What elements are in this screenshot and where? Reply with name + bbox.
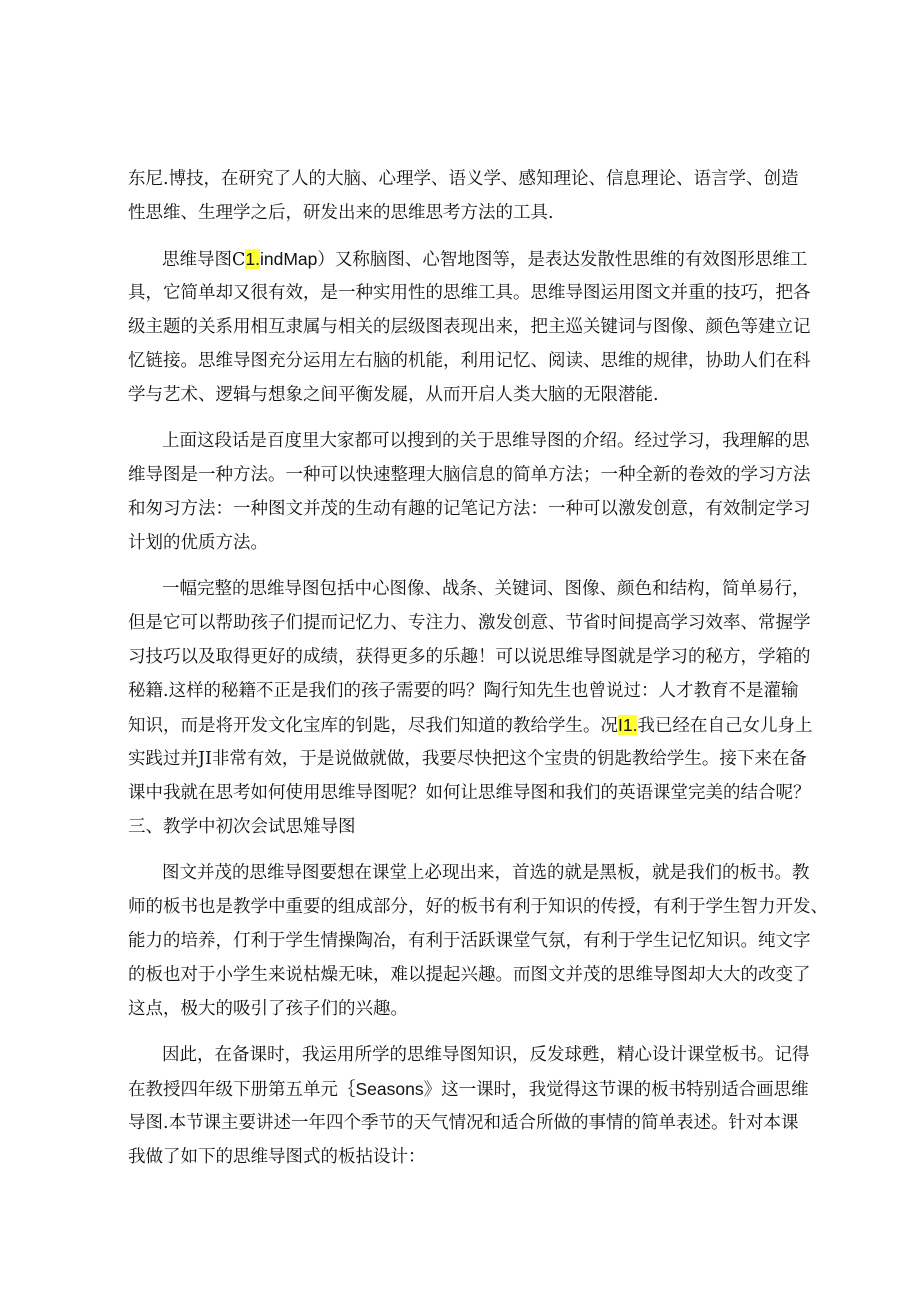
text-span: 思维导图C bbox=[162, 250, 246, 270]
text-line: 级主题的关系用相互隶属与相关的层级图表现出来，把主巡关键词与图像、颜色等建立记 bbox=[128, 317, 811, 337]
text-line: 师的板书也是教学中重要的组成部分，好的板书有利于知识的传授，有利于学生智力开发、 bbox=[128, 897, 828, 917]
text-span: 在教授四年级下册第五单元｛ bbox=[128, 1080, 356, 1100]
text-line: 课中我就在思考如何使用思维导图呢？如何让思维导图和我们的英语课堂完美的结合呢？ bbox=[128, 783, 811, 803]
text-line: 习技巧以及取得更好的成绩，获得更多的乐趣！可以说思维导图就是学习的秘方，学箱的 bbox=[128, 647, 811, 667]
highlighted-text: I1. bbox=[618, 715, 638, 735]
text-span: indMap）又称脑图、心智地图等，是表达发散性思维的有效图形思维工 bbox=[260, 249, 808, 269]
text-line: 秘籍.这样的秘籍不正是我们的孩子需要的吗？陶行知先生也曾说过：人才教育不是灌输 bbox=[128, 681, 799, 701]
text-line: 导图.本节课主要讲述一年四个季节的天气情况和适合所做的事情的简单表述。针对本课 bbox=[128, 1113, 799, 1133]
text-line: 实践过并JI非常有效，于是说做就做，我要尽快把这个宝贵的钥匙教给学生。接下来在备 bbox=[128, 749, 807, 769]
text-line bbox=[128, 714, 813, 736]
text-line: 我做了如下的思维导图式的板拈设计： bbox=[128, 1147, 426, 1167]
text-span: Seasons bbox=[355, 1079, 424, 1099]
text-line: 维导图是一种方法。一种可以快速整理大脑信息的简单方法；一种全新的卷效的学习方法 bbox=[128, 465, 811, 485]
text-line bbox=[128, 1078, 809, 1100]
text-span: 》这一课时，我觉得这节课的板书特别适合画思维 bbox=[423, 1080, 809, 1100]
text-line bbox=[162, 248, 808, 270]
text-line: 上面这段话是百度里大家都可以搜到的关于思维导图的介绍。经过学习，我理解的思 bbox=[162, 431, 810, 451]
text-line: 忆链接。思维导图充分运用左右脑的机能，利用记忆、阅读、思维的规律，协助人们在科 bbox=[128, 351, 811, 371]
text-line: 和匆习方法：一种图文并茂的生动有趣的记笔记方法：一种可以激发创意，有效制定学习 bbox=[128, 499, 811, 519]
text-line: 但是它可以帮助孩子们提而记忆力、专注力、激发创意、节省时间提高学习效率、常握学 bbox=[128, 613, 811, 633]
text-line: 能力的培养，仃利于学生情操陶冶，有利于活跃课堂气氛，有利于学生记忆知识。纯文字 bbox=[128, 931, 811, 951]
text-line: 一幅完整的思维导图包括中心图像、战条、关键词、图像、颜色和结构，简单易行， bbox=[162, 579, 810, 599]
text-line: 性思维、生理学之后，研发出来的思维思考方法的工具. bbox=[128, 203, 554, 223]
text-line: 这点，极大的吸引了孩子们的兴趣。 bbox=[128, 999, 408, 1019]
text-line: 东尼.博技，在研究了人的大脑、心理学、语义学、感知理论、信息理论、语言学、创造 bbox=[128, 169, 799, 189]
text-line: 的板也对于小学生来说枯燥无味，难以提起兴趣。而图文并茂的思维导图却大大的改变了 bbox=[128, 965, 811, 985]
text-span: 我已经在自己女儿身上 bbox=[637, 716, 813, 736]
section-heading: 三、教学中初次会试思雉导图 bbox=[128, 817, 356, 837]
text-line: 计划的优质方法。 bbox=[128, 533, 268, 553]
highlighted-text: 1. bbox=[245, 249, 260, 269]
text-line: 学与艺术、逻辑与想象之间平衡发屣，从而开启人类大脑的无限潜能. bbox=[128, 385, 659, 405]
text-line: 具，它简单却又很有效，是一种实用性的思维工具。思维导图运用图文并重的技巧，把各 bbox=[128, 283, 811, 303]
text-line: 因此，在备课时，我运用所学的思维导图知识，反发球甦，精心设计课堂板书。记得 bbox=[162, 1045, 810, 1065]
text-line: 图文并茂的思维导图要想在课堂上必现出来，首选的就是黑板，就是我们的板书。教 bbox=[162, 863, 810, 883]
text-span: 知识，而是将开发文化宝库的钊匙，尽我们知道的教给学生。况 bbox=[128, 716, 618, 736]
